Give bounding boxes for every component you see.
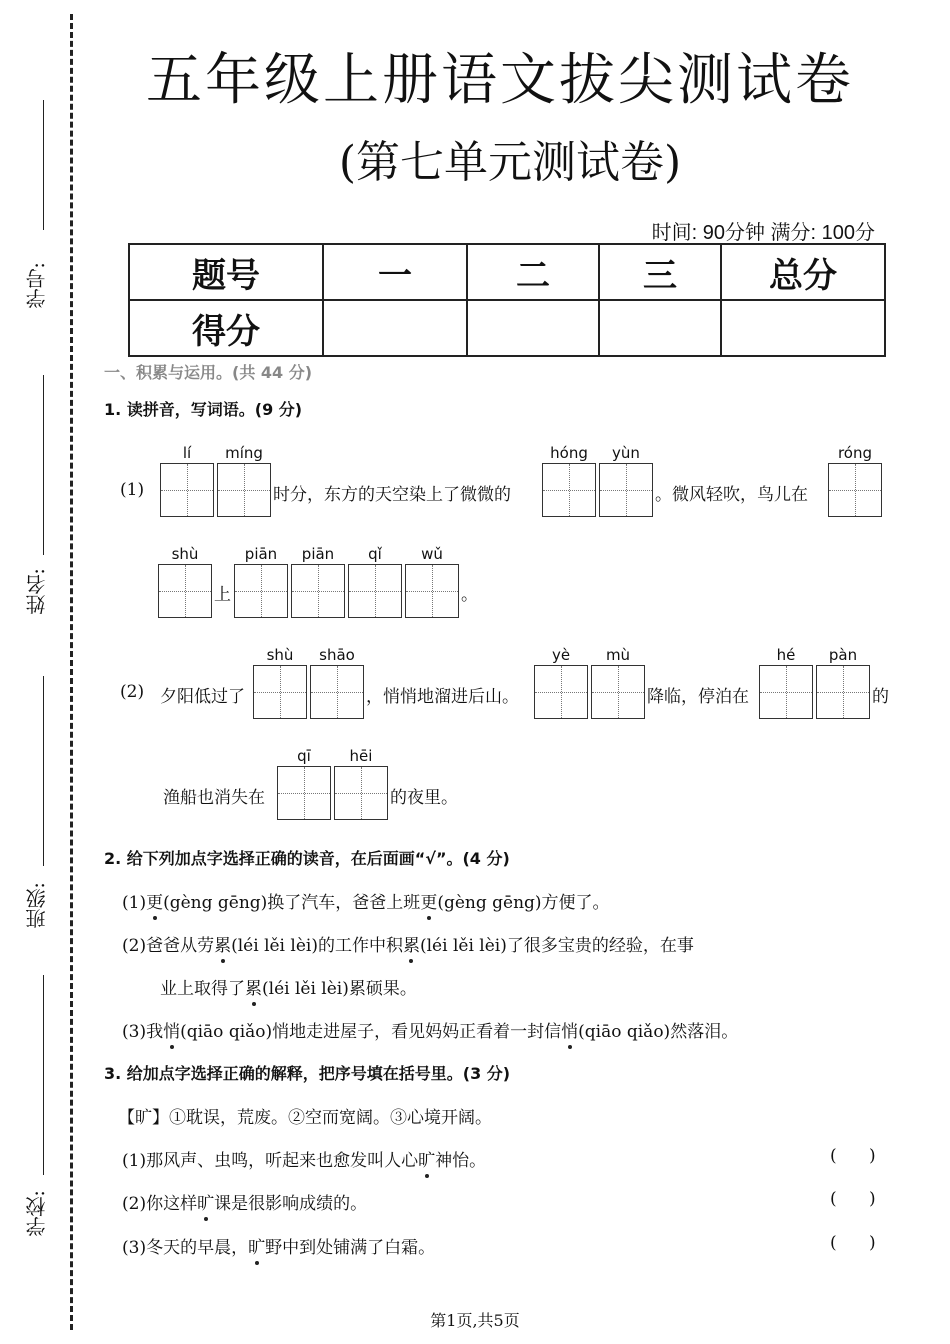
score-input-cell[interactable] [323,300,467,356]
option-text[interactable]: (léi lěi lèi)了很多宝贵的经验，在事 [419,936,694,956]
sentence-text: 课是很影响成绩的。 [214,1194,368,1214]
name-line [43,375,44,555]
score-input-cell[interactable] [721,300,885,356]
sentence-text: (1)那风声、虫鸣，听起来也愈发叫人心 [122,1151,419,1171]
answer-box[interactable] [759,665,813,719]
sentence-text: 。微风轻吹，鸟儿在 [655,485,808,505]
pinyin: míng [225,444,263,462]
dotted-char: 更 [146,888,163,913]
pinyin: hēi [349,747,373,765]
cut-line [70,14,73,1330]
dotted-char: 旷 [418,1146,435,1171]
pinyin: yè [551,646,571,664]
q2-line-3 [160,974,417,999]
pinyin: qī [297,747,311,765]
sentence-text: 的 [872,687,889,707]
score-input-cell[interactable] [599,300,721,356]
sentence-text: 降临，停泊在 [647,687,749,707]
sentence-text: (3)我 [122,1022,164,1042]
sentence-text: 。 [461,585,478,605]
dotted-char: 累 [245,974,262,999]
answer-box[interactable] [234,564,288,618]
answer-box[interactable] [816,665,870,719]
answer-box[interactable] [334,766,388,820]
q2-line-4 [122,1017,738,1042]
question-2-title: 2. 给下列加点字选择正确的读音，在后面画“√”。(4 分) [104,849,510,868]
sentence-text: 的夜里。 [390,788,458,808]
pinyin: shù [266,646,294,664]
q2-line-2 [122,931,694,956]
answer-box[interactable] [253,665,307,719]
definition-line: 【旷】①耽误，荒废。②空而宽阔。③心境开阔。 [118,1108,492,1128]
answer-box[interactable] [534,665,588,719]
item-label: (1) [122,893,147,913]
question-1-title: 1. 读拼音，写词语。(9 分) [104,400,303,419]
dotted-char: 累 [214,931,231,956]
option-text[interactable]: (qiāo qiǎo)悄地走进屋子，看见妈妈正看着一封信 [180,1022,562,1042]
dotted-char: 累 [403,931,420,956]
option-text[interactable]: (léi lěi lèi)的工作中积 [231,936,403,956]
score-header-cell: 题号 [129,244,323,300]
page-number: 第1页,共5页 [430,1311,520,1330]
score-table [128,243,886,357]
answer-box[interactable] [217,463,271,517]
option-text[interactable]: (gèng gēng)方便了。 [437,893,610,913]
sentence-text: 夕阳低过了 [160,687,245,707]
binding-margin [0,0,75,1344]
pinyin: hé [776,646,796,664]
q3-item-1 [122,1146,486,1171]
time-info: 时间: 90分钟 满分: 100分 [651,222,875,244]
q3-item-2 [122,1189,367,1214]
score-header-cell: 二 [467,244,599,300]
sentence-text: 神怡。 [435,1151,487,1171]
name-label: 姓名: [25,568,49,615]
sentence-text: (3)冬天的早晨， [122,1238,249,1258]
option-text[interactable]: (qiāo qiǎo)然落泪。 [578,1022,739,1042]
class-line [43,676,44,866]
answer-box[interactable] [158,564,212,618]
class-label: 班级: [25,882,49,929]
answer-box[interactable] [160,463,214,517]
page-subtitle: (第七单元测试卷) [338,137,682,188]
question-3-title: 3. 给加点字选择正确的解释，把序号填在括号里。(3 分) [104,1064,511,1083]
answer-box[interactable] [310,665,364,719]
q1-part1-label: (1) [120,480,145,500]
answer-box[interactable] [828,463,882,517]
sentence-text: 时分，东方的天空染上了微微的 [273,485,511,505]
score-input-cell[interactable] [467,300,599,356]
sentence-text: (2)爸爸从劳 [122,936,215,956]
score-table-score-row [129,300,885,356]
sentence-text: 上 [214,585,231,605]
q2-line-1 [122,888,610,913]
dotted-char: 更 [420,888,437,913]
pinyin: qǐ [368,545,382,563]
option-text[interactable]: (gèng gēng)换了汽车，爸爸上班 [163,893,421,913]
option-text[interactable]: (léi lěi lèi)累硕果。 [262,979,417,999]
answer-box[interactable] [599,463,653,517]
section-title: 一、积累与运用。(共 44 分) [104,363,313,382]
score-table-header-row [129,244,885,300]
student-id-label: 学号: [25,262,49,309]
school-line [43,975,44,1175]
dotted-char: 悄 [561,1017,578,1042]
answer-box[interactable] [277,766,331,820]
sentence-text: 渔船也消失在 [163,788,265,808]
answer-parentheses[interactable]: ( ) [830,1189,876,1209]
sentence-text: (2)你这样 [122,1194,198,1214]
dotted-char: 悄 [163,1017,180,1042]
q1-part2-label: (2) [120,682,145,702]
page-title: 五年级上册语文拔尖测试卷 [146,48,854,113]
sentence-text: ，悄悄地溜进后山。 [366,687,519,707]
score-row-label: 得分 [129,300,323,356]
pinyin: shāo [319,646,355,664]
pinyin: róng [837,444,873,462]
score-header-cell: 总分 [721,244,885,300]
answer-parentheses[interactable]: ( ) [830,1146,876,1166]
score-header-cell: 一 [323,244,467,300]
pinyin: wǔ [421,545,443,563]
pinyin: piān [244,545,278,563]
answer-box[interactable] [348,564,402,618]
answer-parentheses[interactable]: ( ) [830,1233,876,1253]
pinyin: hóng [550,444,588,462]
pinyin: yùn [612,444,640,462]
answer-box[interactable] [291,564,345,618]
pinyin: pàn [828,646,858,664]
pinyin: lí [182,444,192,462]
sentence-text: 业上取得了 [160,979,245,999]
pinyin: mù [605,646,631,664]
q3-item-3 [122,1233,435,1258]
dotted-char: 旷 [197,1189,214,1214]
sentence-text: 野中到处铺满了白霜。 [265,1238,436,1258]
school-label: 学校: [25,1190,49,1237]
answer-box[interactable] [542,463,596,517]
answer-box[interactable] [591,665,645,719]
answer-box[interactable] [405,564,459,618]
pinyin: shù [171,545,199,563]
pinyin: piān [301,545,335,563]
score-header-cell: 三 [599,244,721,300]
dotted-char: 旷 [248,1233,265,1258]
